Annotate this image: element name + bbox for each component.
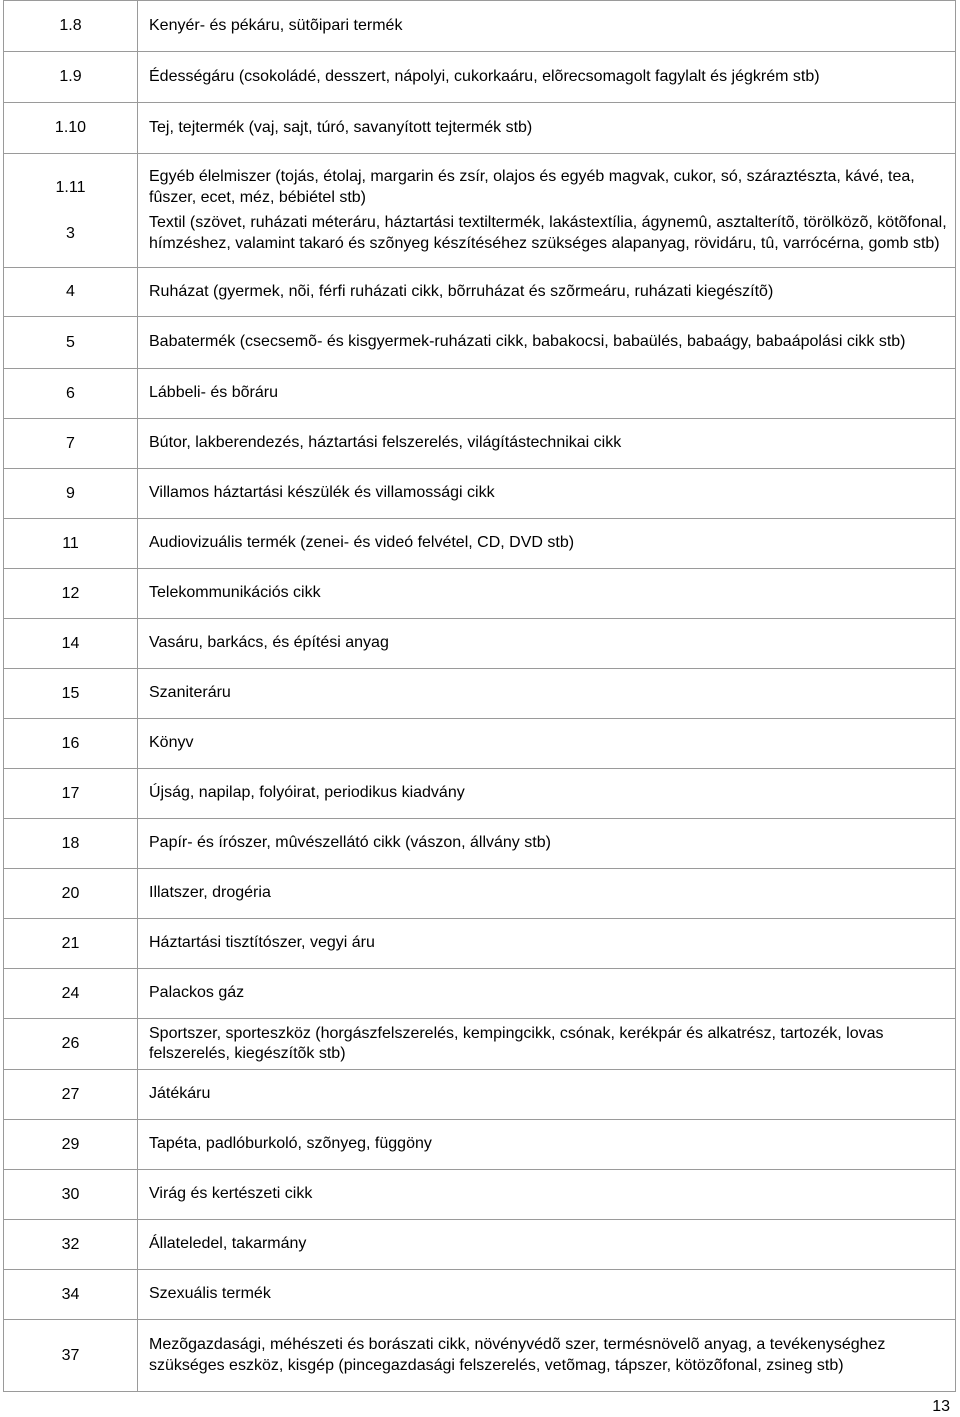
category-code: 27 (4, 1070, 138, 1120)
table-row (4, 317, 956, 369)
category-code: 30 (4, 1170, 138, 1220)
category-code: 12 (4, 569, 138, 619)
category-code: 11 (4, 519, 138, 569)
category-code: 37 (4, 1320, 138, 1392)
category-description: Virág és kertészeti cikk (138, 1170, 956, 1220)
category-description: Háztartási tisztítószer, vegyi áru (138, 919, 956, 969)
category-description: Textil (szövet, ruházati méteráru, háztartási textiltermék, lakástextília, ágynemû, asztalterítõ, törölközõ, kötõfonal, hímzéshez, valamint takaró és szõnyeg készítéséhez szükséges alapanyag, rövidáru, tû, varrócérna, gomb stb) (149, 214, 947, 252)
table-row (4, 519, 956, 569)
category-code: 20 (4, 869, 138, 919)
table-row (4, 1120, 956, 1170)
category-code: 15 (4, 669, 138, 719)
table-row (4, 969, 956, 1019)
category-code: 18 (4, 819, 138, 869)
category-description: Villamos háztartási készülék és villamossági cikk (138, 469, 956, 519)
table-row (4, 1, 956, 52)
table-row (4, 52, 956, 103)
table-row (4, 769, 956, 819)
table-row (4, 619, 956, 669)
table-row (4, 1220, 956, 1270)
page-number: 13 (932, 1398, 950, 1415)
category-code: 29 (4, 1120, 138, 1170)
category-description: Állateledel, takarmány (138, 1220, 956, 1270)
category-description: Vasáru, barkács, és építési anyag (138, 619, 956, 669)
category-description: Egyéb élelmiszer (tojás, étolaj, margarin és zsír, olajos és egyéb magvak, cukor, só, száraztészta, kávé, tea, fûszer, ecet, méz, bébiétel stb) (149, 168, 915, 206)
category-code: 17 (4, 769, 138, 819)
category-description: Tej, tejtermék (vaj, sajt, túró, savanyított tejtermék stb) (138, 103, 956, 154)
category-description: Telekommunikációs cikk (138, 569, 956, 619)
category-code: 7 (4, 419, 138, 469)
table-row (4, 469, 956, 519)
table-row (4, 869, 956, 919)
category-code: 1.8 (4, 1, 138, 52)
table-row (4, 1270, 956, 1320)
table-row (4, 819, 956, 869)
category-code: 1.11 (55, 178, 86, 196)
category-code: 9 (4, 469, 138, 519)
category-code: 24 (4, 969, 138, 1019)
category-description: Sportszer, sporteszköz (horgászfelszerelés, kempingcikk, csónak, kerékpár és alkatrész, tartozék, lovas felszerelés, kiegészítõk stb) (138, 1019, 956, 1070)
category-code: 3 (66, 224, 75, 242)
table-row (4, 103, 956, 154)
table-row (4, 268, 956, 317)
category-description: Babatermék (csecsemõ- és kisgyermek-ruházati cikk, babakocsi, babaülés, babaágy, babaápolási cikk stb) (138, 317, 956, 369)
table-row (4, 669, 956, 719)
category-code: 5 (4, 317, 138, 369)
category-description: Könyv (138, 719, 956, 769)
category-description: Szexuális termék (138, 1270, 956, 1320)
category-description: Mezõgazdasági, méhészeti és borászati cikk, növényvédõ szer, termésnövelõ anyag, a tevékenységhez szükséges eszköz, kisgép (pincegazdasági felszerelés, vetõmag, tápszer, kötözõfonal, zsineg stb) (138, 1320, 956, 1392)
category-description: Illatszer, drogéria (138, 869, 956, 919)
category-description: Ruházat (gyermek, nõi, férfi ruházati cikk, bõrruházat és szõrmeáru, ruházati kiegészítõ) (138, 268, 956, 317)
category-code: 6 (4, 369, 138, 419)
table-row (4, 1070, 956, 1120)
table-row (4, 419, 956, 469)
table-row (4, 1170, 956, 1220)
category-code: 32 (4, 1220, 138, 1270)
category-description: Papír- és írószer, mûvészellátó cikk (vászon, állvány stb) (138, 819, 956, 869)
category-description: Játékáru (138, 1070, 956, 1120)
table-row (4, 919, 956, 969)
category-code: 14 (4, 619, 138, 669)
category-description: Bútor, lakberendezés, háztartási felszerelés, világítástechnikai cikk (138, 419, 956, 469)
table-row (4, 1019, 956, 1070)
category-description: Audiovizuális termék (zenei- és videó felvétel, CD, DVD stb) (138, 519, 956, 569)
category-code: 21 (4, 919, 138, 969)
category-code: 4 (4, 268, 138, 317)
category-code: 16 (4, 719, 138, 769)
table-row (4, 719, 956, 769)
category-description: Édességáru (csokoládé, desszert, nápolyi, cukorkaáru, elõrecsomagolt fagylalt és jégkrém stb) (138, 52, 956, 103)
category-code: 34 (4, 1270, 138, 1320)
category-description: Lábbeli- és bõráru (138, 369, 956, 419)
category-code: 26 (4, 1019, 138, 1070)
category-description: Tapéta, padlóburkoló, szõnyeg, függöny (138, 1120, 956, 1170)
category-description-merged (138, 154, 956, 268)
category-description: Újság, napilap, folyóirat, periodikus kiadvány (138, 769, 956, 819)
category-description: Kenyér- és pékáru, sütõipari termék (138, 1, 956, 52)
category-code: 1.10 (4, 103, 138, 154)
table-row (4, 154, 956, 268)
category-code-merged (4, 154, 138, 268)
table-row (4, 569, 956, 619)
table-row (4, 369, 956, 419)
product-category-table (3, 0, 956, 1392)
category-description: Palackos gáz (138, 969, 956, 1019)
category-description: Szaniteráru (138, 669, 956, 719)
category-code: 1.9 (4, 52, 138, 103)
table-row (4, 1320, 956, 1392)
